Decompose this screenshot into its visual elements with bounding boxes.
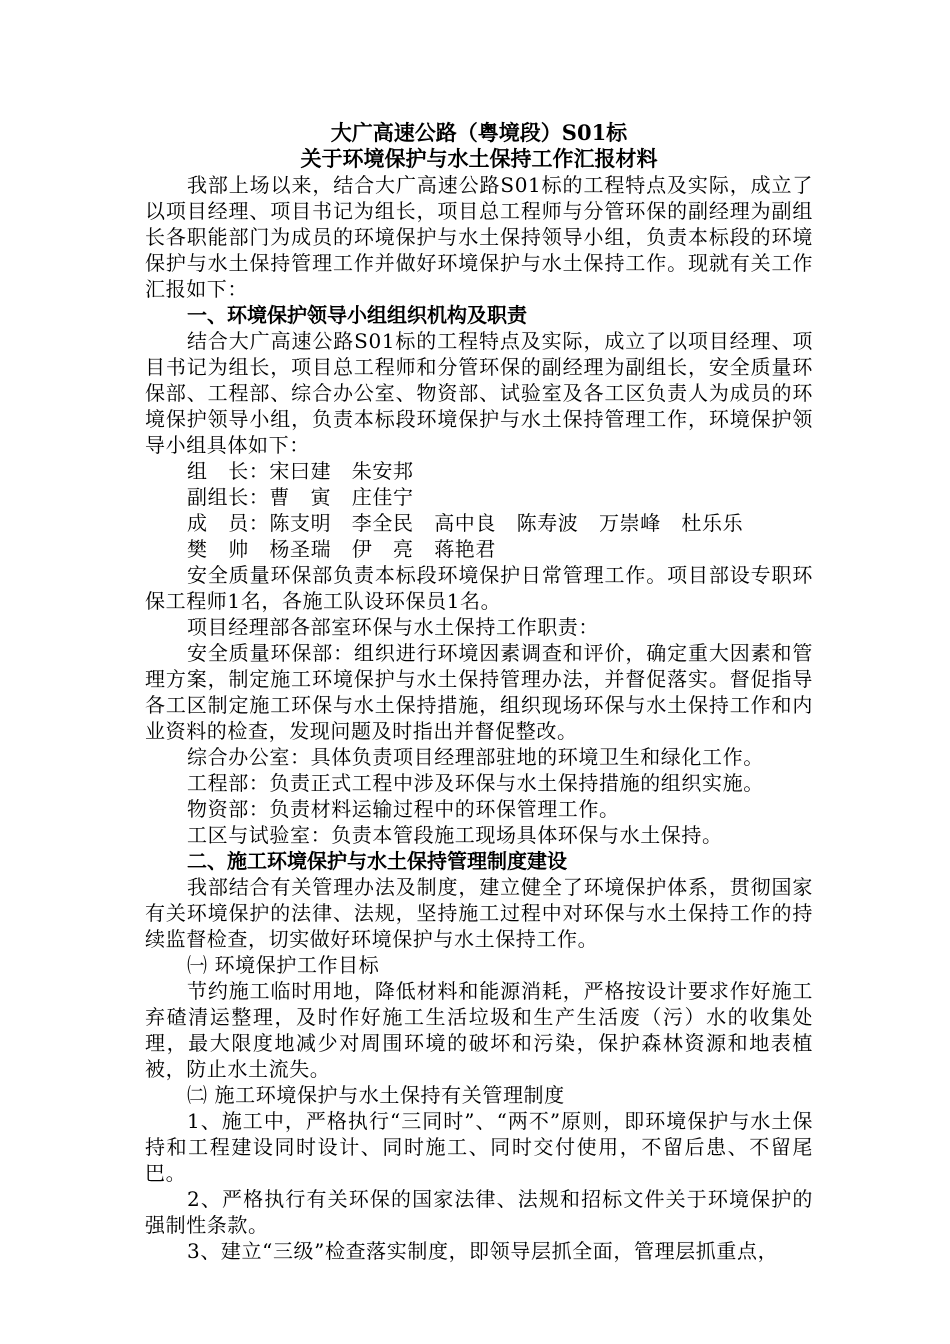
members-line-1: 成 员：陈支明 李全民 高中良 陈寿波 万崇峰 杜乐乐	[187, 511, 744, 535]
paragraph-office: 综合办公室：具体负责项目经理部驻地的环境卫生和绿化工作。	[187, 745, 764, 769]
paragraph-daily-management: 安全质量环保部负责本标段环境保护日常管理工作。项目部设专职环保工程师1名，各施工队设环保员1名。	[145, 563, 813, 613]
paragraph-work-areas: 工区与试验室：负责本管段施工现场具体环保与水土保持。	[187, 823, 723, 847]
document-title-line2: 关于环境保护与水土保持工作汇报材料	[300, 146, 658, 171]
paragraph-materials: 物资部：负责材料运输过程中的环保管理工作。	[187, 797, 620, 821]
paragraph-rule-1: 1、施工中，严格执行“三同时”、“两不”原则，即环境保护与水土保持和工程建设同时设计、同时施工、同时交付使用，不留后患、不留尾巴。	[145, 1109, 813, 1185]
members-line-2: 樊 帅 杨圣瑞 伊 亮 蒋艳君	[187, 537, 496, 561]
deputy-line: 副组长：曹 寅 庄佳宁	[187, 485, 414, 509]
paragraph-rule-3: 3、建立“三级”检查落实制度，即领导层抓全面，管理层抓重点，	[187, 1239, 779, 1263]
section-heading-2: 二、施工环境保护与水土保持管理制度建设	[187, 849, 567, 873]
paragraph-engineering: 工程部：负责正式工程中涉及环保与水土保持措施的组织实施。	[187, 771, 764, 795]
section-heading-1: 一、环境保护领导小组组织机构及职责	[187, 303, 527, 327]
paragraph-goals: 节约施工临时用地，降低材料和能源消耗，严格按设计要求作好施工弃碴清运整理，及时作好施工生活垃圾和生产生活废（污）水的收集处理，最大限度地减少对周围环境的破坏和污染，保护森林资源和地表植被，防止水土流失。	[145, 979, 813, 1081]
document-title-line1: 大广高速公路（粤境段）S01标	[330, 120, 628, 145]
paragraph-org-structure: 结合大广高速公路S01标的工程特点及实际，成立了以项目经理、项目书记为组长，项目总工程师和分管环保的副经理为副组长，安全质量环保部、工程部、综合办公室、物资部、试验室及各工区负责人为成员的环境保护领导小组，负责本标段环境保护与水土保持管理工作，环境保护领导小组具体如下：	[145, 329, 813, 457]
leader-line: 组 长：宋曰建 朱安邦	[187, 459, 414, 483]
intro-paragraph: 我部上场以来，结合大广高速公路S01标的工程特点及实际，成立了以项目经理、项目书记为组长，项目总工程师与分管环保的副经理为副组长各职能部门为成员的环境保护与水土保持领导小组，负责本标段的环境保护与水土保持管理工作并做好环境保护与水土保持工作。现就有关工作汇报如下：	[145, 173, 813, 301]
paragraph-system-building: 我部结合有关管理办法及制度，建立健全了环境保护体系，贯彻国家有关环境保护的法律、法规，坚持施工过程中对环保与水土保持工作的持续监督检查，切实做好环境保护与水土保持工作。	[145, 875, 813, 951]
document-page	[145, 120, 813, 1264]
subheading-rules: ㈡ 施工环境保护与水土保持有关管理制度	[187, 1083, 565, 1107]
paragraph-duties-intro: 项目经理部各部室环保与水土保持工作职责：	[187, 615, 599, 639]
paragraph-rule-2: 2、严格执行有关环保的国家法律、法规和招标文件关于环境保护的强制性条款。	[145, 1187, 813, 1237]
paragraph-safety-dept: 安全质量环保部：组织进行环境因素调查和评价，确定重大因素和管理方案，制定施工环境保护与水土保持管理办法，并督促落实。督促指导各工区制定施工环保与水土保持措施，组织现场环保与水土保持工作和内业资料的检查，发现问题及时指出并督促整改。	[145, 641, 813, 743]
subheading-goals: ㈠ 环境保护工作目标	[187, 953, 380, 977]
